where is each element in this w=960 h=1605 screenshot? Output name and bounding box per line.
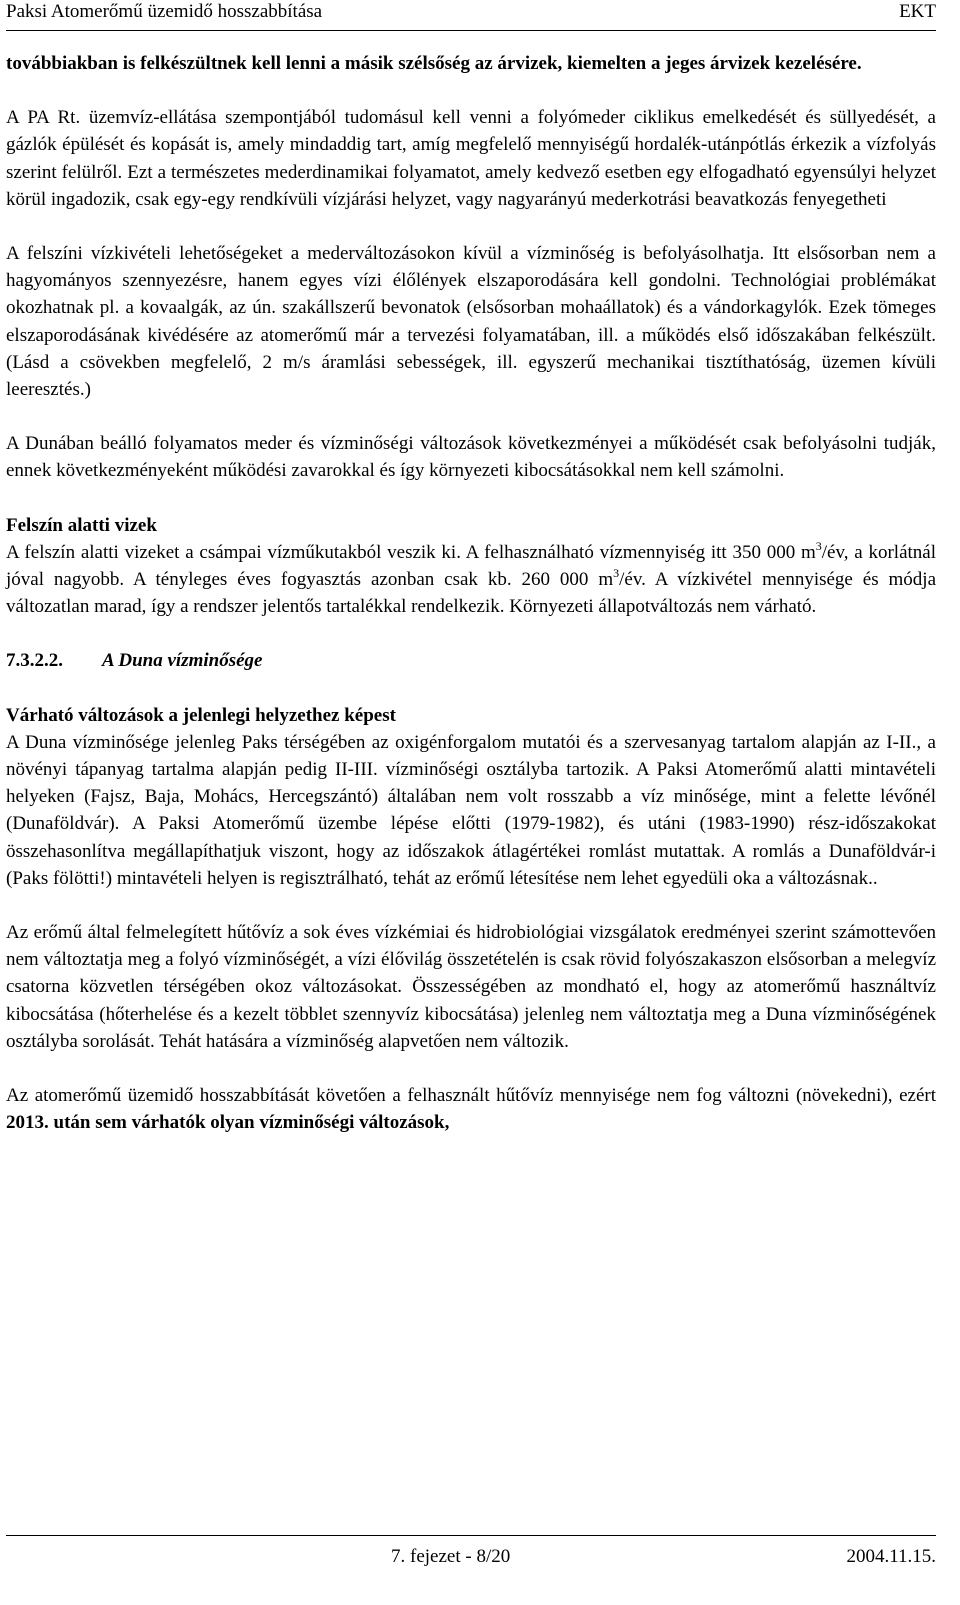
section-heading bbox=[6, 647, 936, 674]
paragraph-cooling-water: Az erőmű által felmelegített hűtővíz a sok éves vízkémiai és hidrobiológiai vizsgálatok eredményei szerint számottevően nem változtatja meg a folyó vízminőségét, a vízi élővilág összetételén is csak rövid folyószakaszon elsősorban a melegvíz csatorna közvetlen térségében okoz változásokat. Összességében az mondható el, hogy az atomerőmű használtvíz kibocsátása (hőterhelése és a kezelt többlet szennyvíz kibocsátása) jelenleg nem változtatja meg a Duna vízminőségének osztályba sorolását. Tehát hatására a vízminőség alapvetően nem változik. bbox=[6, 922, 936, 1052]
footer-page-number: 7. fejezet - 8/20 bbox=[391, 1546, 511, 1567]
page-header bbox=[6, 0, 936, 31]
paragraph-danube-changes: A Dunában beálló folyamatos meder és vízminőségi változások következményei a működését csak befolyásolni tudják, ennek következményeként működési zavarokkal és így környezeti kibocsátásokkal nem kell számolni. bbox=[6, 433, 936, 482]
page-footer bbox=[6, 1535, 936, 1596]
groundwater-text-b: /év, a korlátnál jóval nagyobb. A tényleges éves fogyasztás azonban csak kb. 260 000 m bbox=[6, 541, 936, 591]
heading-groundwater: Felszín alatti vizek bbox=[6, 514, 157, 536]
superscript-3b: 3 bbox=[613, 565, 620, 580]
footer-date: 2004.11.15. bbox=[846, 1546, 936, 1567]
lifetime-text-b: 2013. után sem várhatók olyan vízminőségi változások, bbox=[6, 1112, 450, 1134]
header-title: Paksi Atomerőmű üzemidő hosszabbítása bbox=[6, 1, 323, 22]
lifetime-text-a: Az atomerőmű üzemidő hosszabbítását követően a felhasznált hűtővíz mennyisége nem fog változni (növekedni), ezért bbox=[6, 1085, 936, 1107]
section-title: A Duna vízminősége bbox=[102, 650, 263, 672]
paragraph-ice-floods: továbbiakban is felkészültnek kell lenni a másik szélsőség az árvizek, kiemelten a jeges árvizek kezelésére. bbox=[6, 53, 862, 74]
paragraph-water-quality: A Duna vízminősége jelenleg Paks térségében az oxigénforgalom mutatói és a szervesanyag tartalom alapján az I-II., a növényi tápanyag tartalma alapján pedig II-III. vízminőségi osztályba tartozik. A Paksi Atomerőmű alatti mintavételi helyeken (Fajsz, Baja, Mohács, Hercegszántó) általában nem volt rosszabb a víz minősége, mint a felette lévőnél (Dunaföldvár). A Paksi Atomerőmű üzembe lépése előtti (1979-1982), és utáni (1983-1990) rész-időszakokat összehasonlítva megállapíthatjuk viszont, hogy az időszakok átlagértékei romlást mutattak. A romlás a Dunaföldvár-i (Paks fölötti!) mintavételi helyen is regisztrálható, tehát az erőmű létesítése nem lehet egyedüli oka a változásnak.. bbox=[6, 731, 936, 889]
paragraph-surface-water-intake: A felszíni vízkivételi lehetőségeket a mederváltozásokon kívül a vízminőség is befolyásolhatja. Itt elsősorban nem a hagyományos szennyezésre, hanem egyes vízi élőlények elszaporodására kell gondolni. Technológiai problémákat okozhatnak pl. a kovaalgák, az ún. szakállszerű bevonatok (elsősorban mohaállatok) és a vándorkagylók. Ezek tömeges elszaporodásának kivédésére az atomerőmű már a tervezési folyamatában, ill. a működés első időszakában felkészült. (Lásd a csövekben megfelelő, 2 m/s áramlási sebességek, ill. egyszerű mechanikai tisztíthatóság, üzemen kívüli leeresztés.) bbox=[6, 243, 936, 401]
document-page bbox=[6, 0, 936, 1567]
header-org: EKT bbox=[899, 1, 936, 22]
heading-expected-changes: Várható változások a jelenlegi helyzethez képest bbox=[6, 704, 396, 726]
page-content bbox=[6, 50, 936, 1137]
paragraph-groundwater bbox=[6, 539, 936, 621]
superscript-3a: 3 bbox=[815, 538, 822, 553]
paragraph-riverbed: A PA Rt. üzemvíz-ellátása szempontjából tudomásul kell venni a folyómeder ciklikus emelkedését és süllyedését, a gázlók épülését és kopását is, amely mindaddig tart, amíg megfelelő mennyiségű hordalék-utánpótlás érkezik a vízfolyás szerint felülről. Ezt a természetes mederdinamikai folyamatot, amely kedvező esetben egy elfogadható egyensúlyi helyzet körül ingadozik, csak egy-egy rendkívüli vízjárási helyzet, vagy nagyarányú mederkotrási beavatkozás fenyegetheti bbox=[6, 107, 936, 210]
section-number: 7.3.2.2. bbox=[6, 650, 63, 672]
groundwater-text-a: A felszín alatti vizeket a csámpai vízműkutakból veszik ki. A felhasználható vízmennyiség itt 350 000 m bbox=[6, 541, 816, 563]
paragraph-lifetime-extension bbox=[6, 1082, 936, 1136]
groundwater-text-c: /év. A vízkivétel mennyisége és módja változatlan marad, így a rendszer jelentős tartalékkal rendelkezik. Környezeti állapotváltozás nem várható. bbox=[6, 569, 936, 618]
